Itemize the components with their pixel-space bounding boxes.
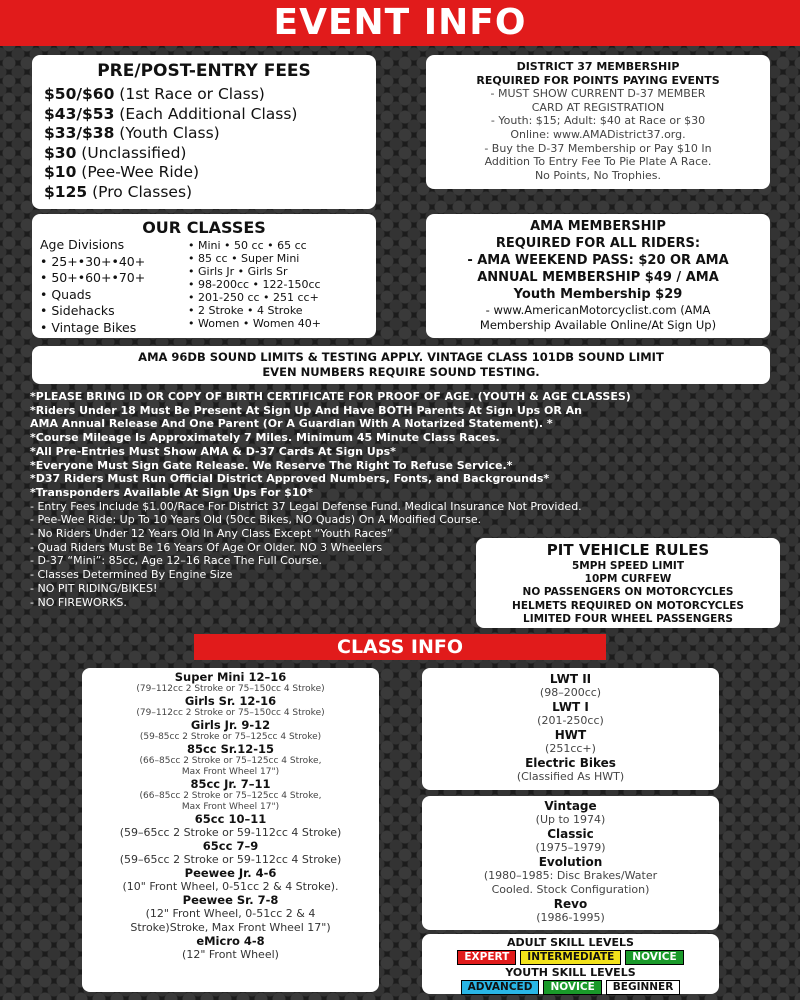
youth-class-info-panel [82, 668, 379, 992]
class-spec: (66–85cc 2 Stroke or 75–125cc 4 Stroke, [139, 791, 322, 801]
class-name: eMicro 4-8 [196, 934, 265, 948]
class-cc-item: • 85 cc • Super Mini [188, 252, 300, 265]
class-spec: Max Front Wheel 17") [181, 767, 280, 777]
ama-heading-line: AMA MEMBERSHIP [530, 219, 666, 234]
class-name: Vintage [544, 799, 597, 813]
skill-level-badge: NOVICE [543, 980, 601, 995]
classes-cc-column [188, 237, 368, 336]
rule-note: *D37 Riders Must Run Official District Approved Numbers, Fonts, and Backgrounds* [30, 472, 550, 486]
d37-line: Online: www.AMADistrict37.org. [510, 127, 686, 141]
class-spec: (66–85cc 2 Stroke or 75–125cc 4 Stroke, [139, 756, 322, 766]
skill-level-badge: EXPERT [457, 950, 516, 965]
adult-skill-title: ADULT SKILL LEVELS [507, 936, 634, 949]
adult-skill-tags [426, 950, 715, 965]
ama-price-line: ANNUAL MEMBERSHIP $49 / AMA [477, 270, 719, 285]
fee-price: $50/$60 [44, 85, 115, 103]
pit-title: PIT VEHICLE RULES [546, 541, 710, 559]
class-age-item: • 25+•30+•40+ [40, 253, 146, 269]
class-cc-item: • 2 Stroke • 4 Stroke [188, 304, 303, 317]
class-spec: (251cc+) [545, 742, 596, 755]
ama-price-line: Youth Membership $29 [513, 287, 683, 302]
class-cc-item: • 98-200cc • 122-150cc [188, 278, 321, 291]
fee-description: (1st Race or Class) [114, 85, 265, 103]
d37-line: - MUST SHOW CURRENT D-37 MEMBER [490, 87, 706, 101]
d37-line: No Points, No Trophies. [534, 168, 662, 182]
vintage-class-info-panel [422, 796, 719, 930]
class-name: LWT II [549, 672, 592, 686]
class-spec: Stroke)Stroke, Max Front Wheel 17") [130, 921, 331, 934]
fee-row [44, 163, 364, 183]
class-age-item: • Vintage Bikes [40, 319, 137, 335]
class-name: Super Mini 12–16 [174, 670, 287, 684]
our-classes-panel [32, 214, 376, 338]
fee-row [44, 144, 364, 164]
sound-line-1: AMA 96DB SOUND LIMITS & TESTING APPLY. VINTAGE CLASS 101DB SOUND LIMIT [138, 350, 664, 364]
pit-rules-list [482, 560, 774, 626]
ama-heading-line: REQUIRED FOR ALL RIDERS: [495, 236, 701, 251]
class-age-item: • Quads [40, 286, 92, 302]
class-cc-item: • Women • Women 40+ [188, 317, 322, 330]
classes-title: OUR CLASSES [142, 218, 266, 237]
fees-list [44, 85, 364, 202]
class-name: Classic [547, 827, 594, 841]
fee-price: $10 [44, 163, 77, 181]
rule-note: *PLEASE BRING ID OR COPY OF BIRTH CERTIFICATE FOR PROOF OF AGE. (YOUTH & AGE CLASSES) [30, 390, 631, 403]
rule-note: *Everyone Must Sign Gate Release. We Reserve The Right To Refuse Service.* [30, 458, 513, 472]
skill-level-badge: NOVICE [625, 950, 683, 965]
ama-website-line: - www.AmericanMotorcyclist.com (AMA [485, 303, 711, 317]
rule-note: *All Pre-Entries Must Show AMA & D-37 Cards At Sign Ups* [30, 444, 396, 458]
fee-description: (Pro Classes) [87, 182, 193, 201]
class-spec: (201-250cc) [537, 714, 604, 727]
fee-description: (Pee-Wee Ride) [76, 163, 200, 181]
d37-line: CARD AT REGISTRATION [531, 100, 665, 114]
class-spec: (59-85cc 2 Stroke or 75–125cc 4 Stroke) [139, 732, 322, 742]
class-name: Girls Jr. 9-12 [190, 718, 271, 732]
class-spec: (Up to 1974) [535, 813, 606, 826]
d37-line: - Buy the D-37 Membership or Pay $10 In [484, 141, 712, 155]
rule-note: - No Riders Under 12 Years Old In Any Class Except “Youth Races” [30, 527, 393, 541]
pit-rule: NO PASSENGERS ON MOTORCYCLES [522, 586, 734, 599]
pit-rule: 5MPH SPEED LIMIT [572, 560, 684, 572]
d37-line: - Youth: $15; Adult: $40 at Race or $30 [490, 114, 706, 128]
class-cc-item: • Mini • 50 cc • 65 cc [188, 239, 307, 252]
class-info-title: CLASS INFO [194, 634, 606, 660]
class-name: 85cc Sr.12-15 [186, 742, 275, 756]
rule-note: - Entry Fees Include $1.00/Race For District 37 Legal Defense Fund. Medical Insurance Not Provided. [30, 499, 582, 513]
class-spec: (79–112cc 2 Stroke or 75–150cc 4 Stroke) [136, 708, 325, 718]
fee-description: (Each Additional Class) [114, 104, 298, 123]
skill-level-badge: BEGINNER [606, 980, 681, 995]
rule-note: - D-37 “Mini”: 85cc, Age 12–16 Race The Full Course. [30, 554, 323, 568]
class-spec: (12" Front Wheel, 0-51cc 2 & 4 [145, 907, 316, 920]
page-title: EVENT INFO [273, 2, 527, 43]
d37-details [434, 87, 762, 182]
rule-note: - NO PIT RIDING/BIKES! [30, 581, 158, 595]
class-spec: (Classified As HWT) [516, 770, 625, 783]
class-spec: (12" Front Wheel) [182, 948, 279, 961]
pit-rule: 10PM CURFEW [584, 573, 672, 586]
class-name: Peewee Jr. 4-6 [184, 866, 277, 880]
d37-title: DISTRICT 37 MEMBERSHIP [516, 60, 680, 73]
fee-price: $125 [44, 182, 88, 201]
class-name: 65cc 10–11 [194, 812, 267, 826]
fee-row [44, 124, 364, 144]
class-spec: (1975–1979) [535, 841, 606, 854]
ama-price-line: - AMA WEEKEND PASS: $20 OR AMA [467, 253, 729, 268]
fees-title: PRE/POST-ENTRY FEES [97, 61, 311, 81]
youth-skill-tags [426, 980, 715, 995]
class-name: Evolution [538, 855, 603, 869]
fee-price: $43/$53 [44, 104, 115, 123]
rule-note: *Course Mileage Is Approximately 7 Miles. Minimum 45 Minute Class Races. [30, 431, 500, 445]
class-spec: (79–112cc 2 Stroke or 75–150cc 4 Stroke) [136, 684, 325, 694]
pit-vehicle-rules-panel [476, 538, 780, 628]
d37-line: Addition To Entry Fee To Pie Plate A Race. [484, 155, 712, 169]
class-spec: Cooled. Stock Configuration) [491, 883, 650, 896]
class-name: Revo [553, 897, 588, 911]
class-age-item: • Sidehacks [40, 303, 115, 318]
fee-price: $30 [44, 143, 77, 162]
fee-description: (Youth Class) [114, 124, 220, 142]
class-cc-item: • Girls Jr • Girls Sr [188, 265, 288, 278]
fee-description: (Unclassified) [76, 143, 187, 162]
adult-class-info-panel [422, 668, 719, 790]
class-age-item: • 50+•60+•70+ [40, 270, 146, 285]
class-spec: (98–200cc) [539, 686, 602, 699]
class-name: Girls Sr. 12-16 [184, 694, 277, 708]
class-spec: Max Front Wheel 17") [181, 802, 280, 812]
class-name: Electric Bikes [525, 756, 616, 770]
fee-price: $33/$38 [44, 124, 115, 142]
fee-row [44, 85, 364, 105]
class-age-item: Age Divisions [40, 237, 125, 252]
class-spec: (1980–1985: Disc Brakes/Water [483, 869, 658, 882]
rule-note: - NO FIREWORKS. [30, 595, 127, 609]
skill-levels-panel [422, 934, 719, 994]
class-spec: (59–65cc 2 Stroke or 59-112cc 4 Stroke) [119, 853, 342, 866]
sound-line-2: EVEN NUMBERS REQUIRE SOUND TESTING. [262, 365, 540, 379]
class-name: HWT [554, 728, 587, 742]
rule-note: AMA Annual Release And One Parent (Or A Guardian With A Notarized Statement). * [30, 417, 553, 431]
ama-details [432, 218, 764, 333]
rule-note: - Classes Determined By Engine Size [30, 568, 233, 582]
rule-note: *Transponders Available At Sign Ups For $10* [30, 485, 313, 499]
class-spec: (10" Front Wheel, 0-51cc 2 & 4 Stroke). [122, 880, 339, 893]
ama-membership-panel [426, 214, 770, 338]
entry-fees-panel [32, 55, 376, 209]
youth-skill-title: YOUTH SKILL LEVELS [505, 966, 636, 979]
pit-rule: HELMETS REQUIRED ON MOTORCYCLES [512, 599, 744, 612]
skill-level-badge: ADVANCED [461, 980, 540, 995]
rule-note: *Riders Under 18 Must Be Present At Sign Up And Have BOTH Parents At Sign Ups OR An [30, 403, 583, 417]
class-spec: (1986-1995) [536, 911, 605, 924]
d37-subtitle: REQUIRED FOR POINTS PAYING EVENTS [476, 73, 720, 87]
class-name: Peewee Sr. 7-8 [182, 893, 279, 907]
rule-note: - Quad Riders Must Be 16 Years Of Age Or Older. NO 3 Wheelers [30, 540, 383, 554]
class-cc-item: • 201-250 cc • 251 cc+ [188, 291, 319, 304]
classes-age-column [40, 237, 188, 336]
class-name: LWT I [552, 700, 589, 714]
class-spec: (59–65cc 2 Stroke or 59-112cc 4 Stroke) [119, 826, 342, 839]
fee-row [44, 105, 364, 125]
d37-membership-panel [426, 55, 770, 189]
pit-rule: LIMITED FOUR WHEEL PASSENGERS [523, 612, 733, 625]
ama-website-line: Membership Available Online/At Sign Up) [479, 318, 717, 332]
fee-row [44, 183, 364, 203]
rule-note: - Pee-Wee Ride: Up To 10 Years Old (50cc Bikes, NO Quads) On A Modified Course. [30, 513, 482, 527]
class-name: 85cc Jr. 7–11 [190, 777, 271, 791]
header-bar [0, 0, 800, 46]
class-name: 65cc 7–9 [202, 839, 259, 853]
skill-level-badge: INTERMEDIATE [520, 950, 621, 965]
sound-limits-banner [32, 346, 770, 384]
